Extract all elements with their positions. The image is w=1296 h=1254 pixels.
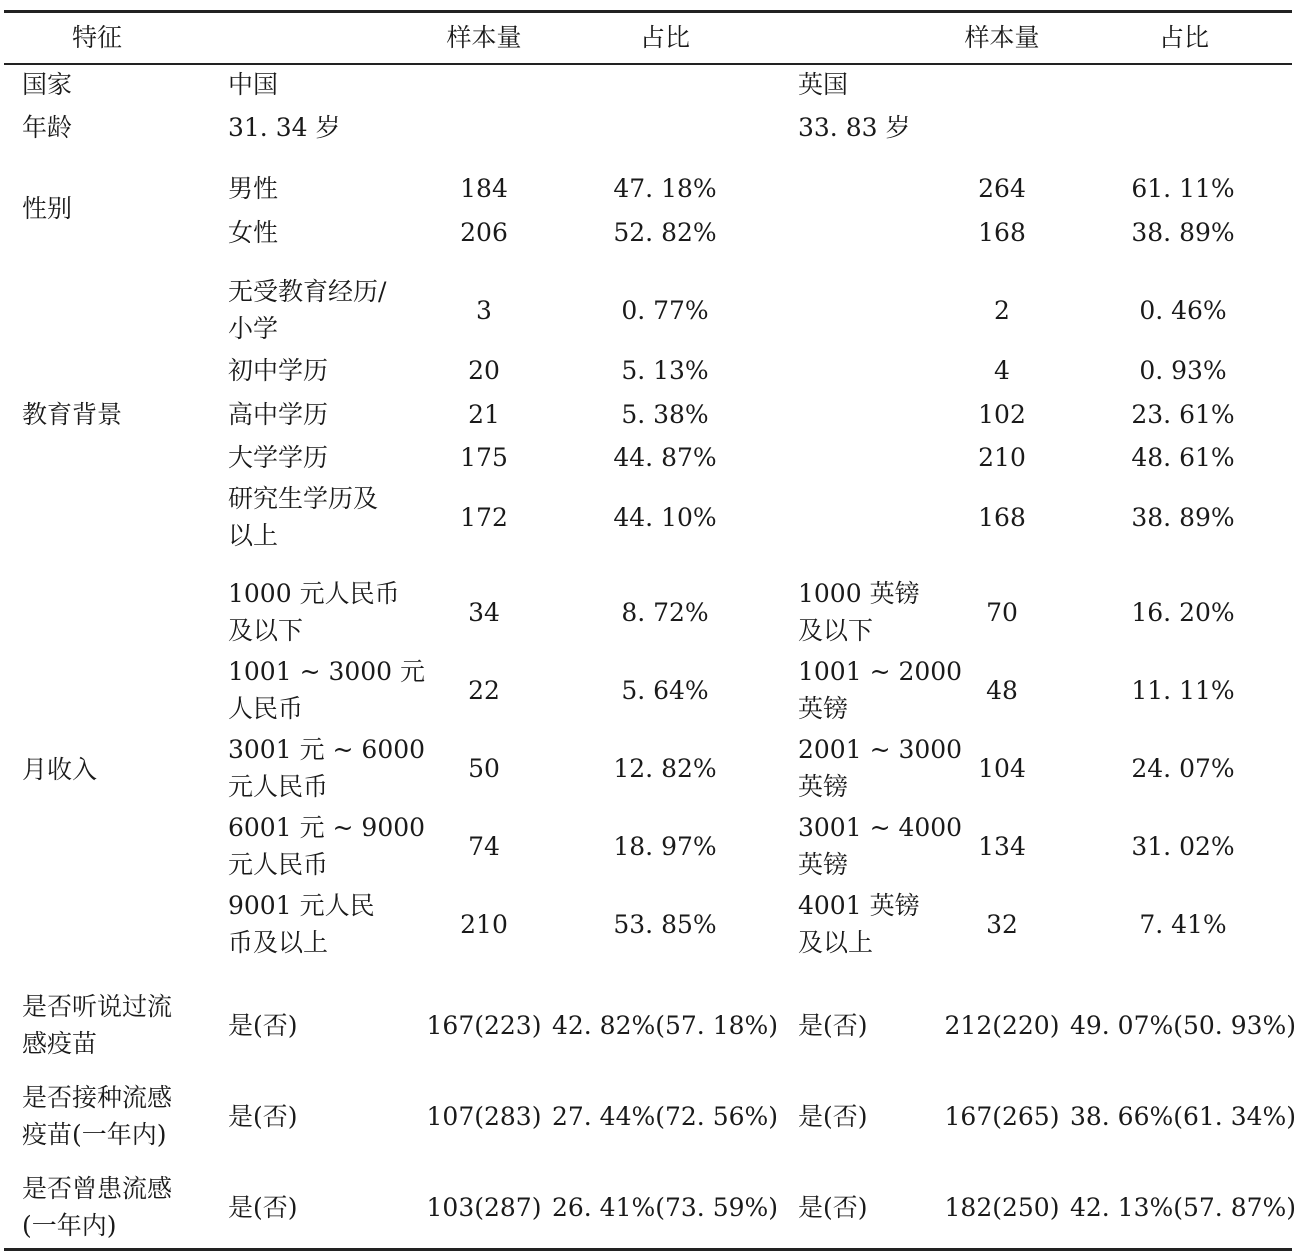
- uk-category-line: 3001 ~ 4000: [798, 813, 963, 842]
- uk-ratio-line: 24. 07%: [1131, 753, 1235, 783]
- uk-ratio-line: 38. 89%: [1131, 502, 1235, 532]
- cn-sample: [404, 352, 564, 389]
- group-label-gender: 性别: [22, 194, 73, 223]
- uk-ratio: [1068, 1098, 1296, 1135]
- cn-sample-line: 21: [468, 399, 500, 429]
- cn-category-line: 大学学历: [228, 442, 329, 472]
- cn-sample-line: 107(283): [426, 1101, 542, 1131]
- cn-category-line: 中国: [228, 69, 279, 99]
- uk-sample: [922, 352, 1082, 389]
- cn-sample: [404, 594, 564, 631]
- feature-label: [22, 988, 172, 1062]
- cn-sample: [404, 1189, 564, 1226]
- cn-category-line: 初中学历: [228, 355, 329, 385]
- feature-label: [22, 1079, 172, 1153]
- cn-ratio: [545, 828, 785, 865]
- table-top-rule: [4, 10, 1292, 13]
- uk-ratio: [1068, 499, 1296, 536]
- cn-ratio-line: 0. 77%: [621, 295, 709, 325]
- cn-ratio: [545, 499, 785, 536]
- uk-ratio: [1068, 214, 1296, 251]
- cn-ratio-line: 53. 85%: [613, 909, 717, 939]
- uk-ratio-line: 42. 13%(57. 87%): [1069, 1192, 1296, 1222]
- cn-ratio-line: 26. 41%(73. 59%): [551, 1192, 779, 1222]
- feature-label-line: (一年内): [22, 1211, 117, 1240]
- cn-category-line: 女性: [228, 217, 279, 247]
- uk-category-line: 是(否): [798, 1010, 868, 1040]
- group-label-income: 月收入: [22, 755, 98, 784]
- cn-category: [228, 1189, 298, 1226]
- uk-sample-line: 4: [994, 355, 1010, 385]
- uk-ratio-line: 16. 20%: [1131, 597, 1235, 627]
- feature-label-line: 是否曾患流感: [22, 1174, 173, 1203]
- uk-sample-line: 134: [978, 831, 1026, 861]
- feature-label-line: 是否接种流感: [22, 1083, 173, 1112]
- cn-sample: [404, 214, 564, 251]
- header-uk-sample: 样本量: [964, 23, 1040, 52]
- cn-ratio: [545, 439, 785, 476]
- uk-category-line: 是(否): [798, 1101, 868, 1131]
- cn-category: [228, 170, 278, 207]
- cn-ratio-line: 8. 72%: [621, 597, 709, 627]
- uk-ratio: [1068, 1007, 1296, 1044]
- uk-ratio-line: 0. 46%: [1139, 295, 1227, 325]
- uk-sample: [922, 170, 1082, 207]
- uk-ratio: [1068, 439, 1296, 476]
- cn-category: [228, 809, 425, 883]
- cn-category-line: 币及以上: [228, 928, 329, 957]
- cn-category-line: 6001 元 ~ 9000: [228, 813, 426, 842]
- cn-category: [228, 214, 278, 251]
- cn-sample: [404, 906, 564, 943]
- cn-category: [228, 396, 328, 433]
- cn-sample-line: 172: [460, 502, 508, 532]
- cn-ratio: [545, 214, 785, 251]
- uk-sample: [922, 1007, 1082, 1044]
- cn-category-line: 1001 ~ 3000 元: [228, 657, 426, 686]
- uk-sample-line: 32: [986, 909, 1018, 939]
- uk-sample-line: 104: [978, 753, 1026, 783]
- cn-ratio-line: 5. 38%: [621, 399, 709, 429]
- cn-category-line: 研究生学历及: [228, 484, 379, 513]
- uk-ratio: [1068, 170, 1296, 207]
- cn-ratio: [545, 906, 785, 943]
- uk-ratio-line: 7. 41%: [1139, 909, 1227, 939]
- cn-category-line: 无受教育经历/: [228, 277, 387, 306]
- cn-ratio: [545, 1007, 785, 1044]
- cn-category-line: 1000 元人民币: [228, 579, 400, 608]
- uk-ratio: [1068, 828, 1296, 865]
- uk-category: [798, 66, 848, 103]
- table-bottom-rule: [4, 1248, 1292, 1251]
- cn-sample-line: 20: [468, 355, 500, 385]
- cn-sample: [404, 1098, 564, 1135]
- cn-sample-line: 167(223): [426, 1010, 542, 1040]
- cn-ratio: [545, 352, 785, 389]
- cn-ratio: [545, 750, 785, 787]
- cn-category: [228, 273, 386, 347]
- cn-sample: [404, 828, 564, 865]
- uk-ratio-line: 0. 93%: [1139, 355, 1227, 385]
- uk-sample: [922, 672, 1082, 709]
- uk-sample: [922, 906, 1082, 943]
- header-feature: 特征: [72, 23, 123, 52]
- cn-category-line: 是(否): [228, 1192, 298, 1222]
- cn-sample-line: 22: [468, 675, 500, 705]
- cn-sample: [404, 396, 564, 433]
- feature-label-line: 年龄: [22, 112, 73, 142]
- uk-ratio: [1068, 1189, 1296, 1226]
- uk-sample: [922, 594, 1082, 631]
- cn-sample-line: 103(287): [426, 1192, 542, 1222]
- uk-category-line: 1001 ~ 2000: [798, 657, 963, 686]
- cn-sample-line: 50: [468, 753, 500, 783]
- uk-ratio-line: 49. 07%(50. 93%): [1069, 1010, 1296, 1040]
- feature-label-line: 疫苗(一年内): [22, 1120, 167, 1149]
- cn-category: [228, 439, 328, 476]
- cn-category-line: 及以下: [228, 616, 304, 645]
- uk-category-line: 1000 英镑: [798, 579, 920, 608]
- uk-ratio: [1068, 672, 1296, 709]
- cn-category: [228, 352, 328, 389]
- uk-ratio-line: 38. 66%(61. 34%): [1069, 1101, 1296, 1131]
- uk-category-line: 英镑: [798, 772, 849, 801]
- uk-ratio: [1068, 292, 1296, 329]
- uk-category-line: 2001 ~ 3000: [798, 735, 963, 764]
- cn-ratio: [545, 396, 785, 433]
- cn-ratio: [545, 1098, 785, 1135]
- cn-category: [228, 1098, 298, 1135]
- cn-category-line: 以上: [228, 521, 279, 550]
- uk-ratio-line: 48. 61%: [1131, 442, 1235, 472]
- uk-ratio-line: 23. 61%: [1131, 399, 1235, 429]
- cn-category: [228, 1007, 298, 1044]
- uk-sample: [922, 396, 1082, 433]
- uk-ratio: [1068, 750, 1296, 787]
- cn-ratio-line: 42. 82%(57. 18%): [551, 1010, 779, 1040]
- cn-category: [228, 887, 375, 961]
- uk-category-line: 英镑: [798, 694, 849, 723]
- uk-category: [798, 1007, 868, 1044]
- cn-ratio-line: 27. 44%(72. 56%): [551, 1101, 779, 1131]
- uk-sample: [922, 750, 1082, 787]
- cn-category-line: 是(否): [228, 1010, 298, 1040]
- header-cn-ratio: 占比: [639, 23, 690, 52]
- uk-sample-line: 167(265): [944, 1101, 1060, 1131]
- cn-ratio-line: 12. 82%: [613, 753, 717, 783]
- uk-ratio-line: 61. 11%: [1131, 173, 1235, 203]
- uk-sample-line: 70: [986, 597, 1018, 627]
- feature-label: [22, 66, 72, 103]
- cn-sample: [404, 170, 564, 207]
- feature-label-line: 感疫苗: [22, 1029, 98, 1058]
- uk-sample-line: 182(250): [944, 1192, 1060, 1222]
- uk-sample-line: 210: [978, 442, 1026, 472]
- uk-category-line: 4001 英镑: [798, 891, 920, 920]
- cn-ratio: [545, 672, 785, 709]
- table-header-rule: [4, 63, 1292, 65]
- uk-category-line: 及以上: [798, 928, 874, 957]
- uk-sample: [922, 1189, 1082, 1226]
- cn-sample-line: 3: [476, 295, 492, 325]
- uk-sample: [922, 499, 1082, 536]
- uk-ratio: [1068, 594, 1296, 631]
- cn-category-line: 31. 34 岁: [228, 112, 341, 142]
- cn-ratio-line: 47. 18%: [613, 173, 717, 203]
- cn-sample-line: 206: [460, 217, 508, 247]
- cn-category: [228, 731, 425, 805]
- uk-ratio: [1068, 352, 1296, 389]
- cn-category: [228, 109, 340, 146]
- cn-category-line: 3001 元 ~ 6000: [228, 735, 426, 764]
- cn-ratio-line: 44. 10%: [613, 502, 717, 532]
- cn-sample: [404, 292, 564, 329]
- header-uk-ratio: 占比: [1158, 23, 1209, 52]
- uk-ratio-line: 31. 02%: [1131, 831, 1235, 861]
- uk-sample: [922, 292, 1082, 329]
- cn-ratio: [545, 1189, 785, 1226]
- uk-sample-line: 264: [978, 173, 1026, 203]
- feature-label-line: 是否听说过流: [22, 992, 173, 1021]
- cn-category-line: 元人民币: [228, 772, 329, 801]
- cn-sample: [404, 672, 564, 709]
- cn-sample-line: 184: [460, 173, 508, 203]
- cn-category: [228, 480, 378, 554]
- uk-category: [798, 575, 920, 649]
- cn-sample: [404, 499, 564, 536]
- uk-sample-line: 212(220): [944, 1010, 1060, 1040]
- uk-category: [798, 887, 920, 961]
- cn-category-line: 小学: [228, 314, 279, 343]
- cn-ratio: [545, 170, 785, 207]
- group-label-education: 教育背景: [22, 400, 123, 429]
- uk-category-line: 及以下: [798, 616, 874, 645]
- uk-sample-line: 168: [978, 502, 1026, 532]
- uk-sample-line: 48: [986, 675, 1018, 705]
- cn-sample-line: 34: [468, 597, 500, 627]
- uk-category-line: 英国: [798, 69, 849, 99]
- uk-sample-line: 168: [978, 217, 1026, 247]
- uk-ratio: [1068, 396, 1296, 433]
- cn-sample-line: 175: [460, 442, 508, 472]
- cn-ratio-line: 18. 97%: [613, 831, 717, 861]
- uk-sample-line: 2: [994, 295, 1010, 325]
- feature-label-line: 国家: [22, 69, 73, 99]
- cn-category-line: 9001 元人民: [228, 891, 375, 920]
- header-cn-sample: 样本量: [446, 23, 522, 52]
- cn-ratio-line: 5. 64%: [621, 675, 709, 705]
- uk-ratio: [1068, 906, 1296, 943]
- uk-sample: [922, 214, 1082, 251]
- feature-label: [22, 1170, 172, 1244]
- feature-label: [22, 109, 72, 146]
- cn-category: [228, 575, 400, 649]
- uk-sample-line: 102: [978, 399, 1026, 429]
- cn-category: [228, 653, 425, 727]
- uk-sample: [922, 439, 1082, 476]
- uk-category-line: 33. 83 岁: [798, 112, 911, 142]
- cn-sample-line: 74: [468, 831, 500, 861]
- cn-category-line: 男性: [228, 173, 279, 203]
- cn-category-line: 元人民币: [228, 850, 329, 879]
- cn-ratio-line: 5. 13%: [621, 355, 709, 385]
- cn-sample: [404, 439, 564, 476]
- cn-sample: [404, 750, 564, 787]
- uk-sample: [922, 828, 1082, 865]
- cn-category-line: 高中学历: [228, 399, 329, 429]
- cn-ratio: [545, 292, 785, 329]
- cn-category: [228, 66, 278, 103]
- uk-category: [798, 109, 910, 146]
- cn-sample: [404, 1007, 564, 1044]
- uk-category: [798, 1189, 868, 1226]
- cn-ratio: [545, 594, 785, 631]
- uk-category: [798, 1098, 868, 1135]
- cn-ratio-line: 44. 87%: [613, 442, 717, 472]
- uk-ratio-line: 11. 11%: [1131, 675, 1235, 705]
- cn-category-line: 是(否): [228, 1101, 298, 1131]
- uk-ratio-line: 38. 89%: [1131, 217, 1235, 247]
- uk-category-line: 英镑: [798, 850, 849, 879]
- cn-category-line: 人民币: [228, 694, 304, 723]
- cn-ratio-line: 52. 82%: [613, 217, 717, 247]
- uk-sample: [922, 1098, 1082, 1135]
- cn-sample-line: 210: [460, 909, 508, 939]
- uk-category-line: 是(否): [798, 1192, 868, 1222]
